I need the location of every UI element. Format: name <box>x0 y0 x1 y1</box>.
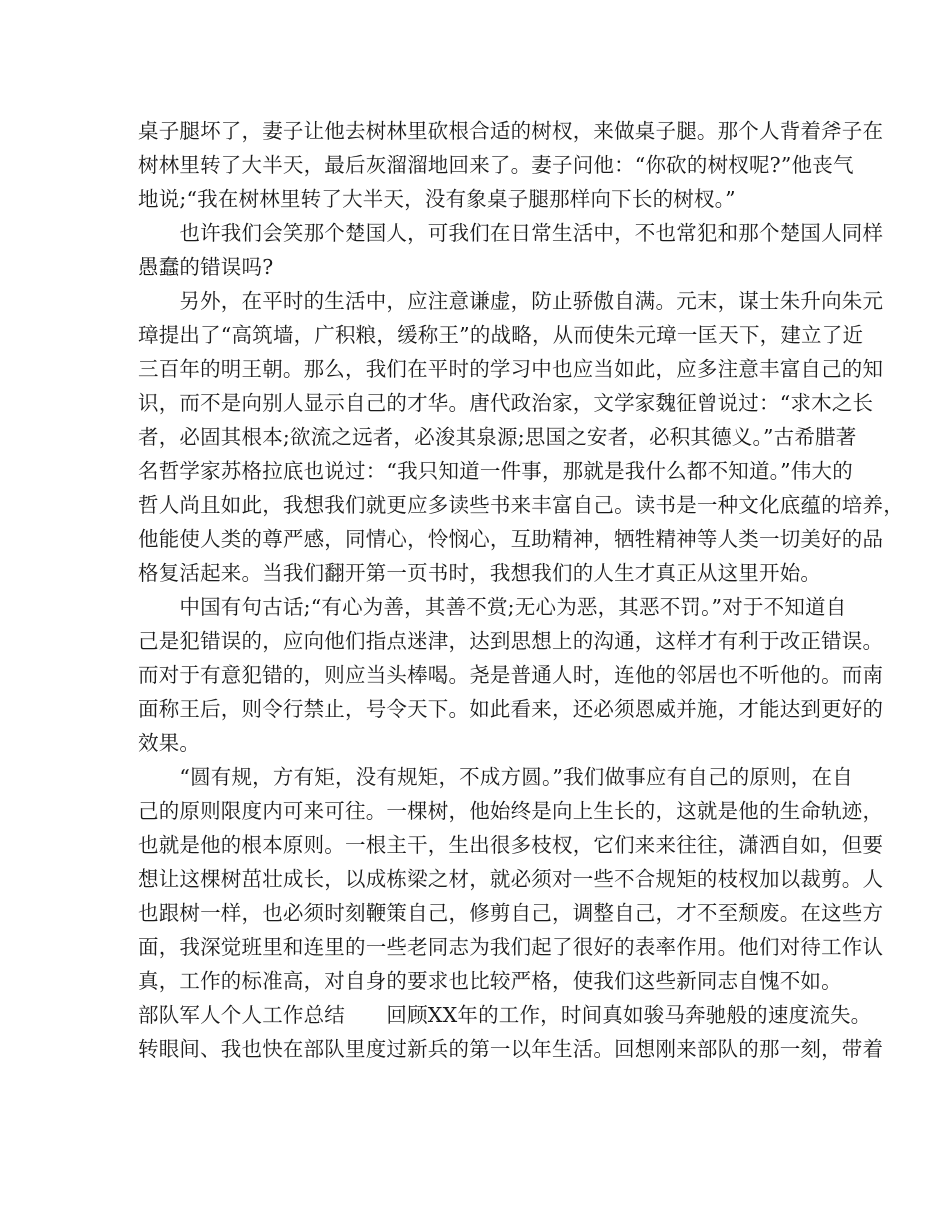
text-line: 也跟树一样，也必须时刻鞭策自己，修剪自己，调整自己，才不至颓废。在这些方 <box>138 901 884 925</box>
text-line: 三百年的明王朝。那么，我们在平时的学习中也应当如此，应多注意丰富自己的知 <box>138 357 884 381</box>
text-line: 己是犯错误的，应向他们指点迷津，达到思想上的沟通，这样才有利于改正错误。 <box>138 629 884 653</box>
text-line: 者，必固其根本;欲流之远者，必浚其泉源;思国之安者，必积其德义。”古希腊著 <box>138 425 857 449</box>
text-line: 名哲学家苏格拉底也说过：“我只知道一件事，那就是我什么都不知道。”伟大的 <box>138 459 853 483</box>
text-line: 愚蠢的错误吗? <box>138 255 274 279</box>
text-line: 地说;“我在树林里转了大半天，没有象桌子腿那样向下长的树杈。” <box>138 187 736 211</box>
body-text <box>138 114 904 1066</box>
text-line: 效果。 <box>138 731 201 755</box>
text-line: 也许我们会笑那个楚国人，可我们在日常生活中，不也常犯和那个楚国人同样 <box>138 221 884 245</box>
text-line: 桌子腿坏了，妻子让他去树林里砍根合适的树杈，来做桌子腿。那个人背着斧子在 <box>138 119 884 143</box>
text-line: 他能使人类的尊严感，同情心，怜悯心，互助精神，牺牲精神等人类一切美好的品 <box>138 527 884 551</box>
text-line: 璋提出了“高筑墙，广积粮，缓称王”的战略，从而使朱元璋一匡天下，建立了近 <box>138 323 864 347</box>
text-line: 另外，在平时的生活中，应注意谦虚，防止骄傲自满。元末，谋士朱升向朱元 <box>138 289 884 313</box>
text-line: 格复活起来。当我们翻开第一页书时，我想我们的人生才真正从这里开始。 <box>138 561 822 585</box>
text-line: 树林里转了大半天，最后灰溜溜地回来了。妻子问他：“你砍的树杈呢?”他丧气 <box>138 153 854 177</box>
text-line: 己的原则限度内可来可往。一棵树，他始终是向上生长的，这就是他的生命轨迹， <box>138 799 884 823</box>
text-line: 哲人尚且如此，我想我们就更应多读些书来丰富自己。读书是一种文化底蕴的培养， <box>138 493 904 517</box>
text-line: 面，我深觉班里和连里的一些老同志为我们起了很好的表率作用。他们对待工作认 <box>138 935 884 959</box>
text-line: 也就是他的根本原则。一根主干，生出很多枝杈，它们来来往往，潇洒自如，但要 <box>138 833 884 857</box>
text-line: 中国有句古话;“有心为善，其善不赏;无心为恶，其恶不罚。”对于不知道自 <box>138 595 847 619</box>
text-line: 识，而不是向别人显示自己的才华。唐代政治家，文学家魏征曾说过：“求木之长 <box>138 391 874 415</box>
text-line: 面称王后，则令行禁止，号令天下。如此看来，还必须恩威并施，才能达到更好的 <box>138 697 884 721</box>
text-line: 而对于有意犯错的，则应当头棒喝。尧是普通人时，连他的邻居也不听他的。而南 <box>138 663 884 687</box>
text-line: 部队军人个人工作总结 回顾XX年的工作，时间真如骏马奔驰般的速度流失。 <box>138 1003 872 1027</box>
text-line: “圆有规，方有矩，没有规矩，不成方圆。”我们做事应有自己的原则，在自 <box>138 765 853 789</box>
text-line: 真，工作的标准高，对自身的要求也比较严格，使我们这些新同志自愧不如。 <box>138 969 842 993</box>
text-line: 想让这棵树茁壮成长，以成栋梁之材，就必须对一些不合规矩的枝杈加以裁剪。人 <box>138 867 884 891</box>
text-line: 转眼间、我也快在部队里度过新兵的第一以年生活。回想刚来部队的那一刻，带着 <box>138 1037 884 1061</box>
